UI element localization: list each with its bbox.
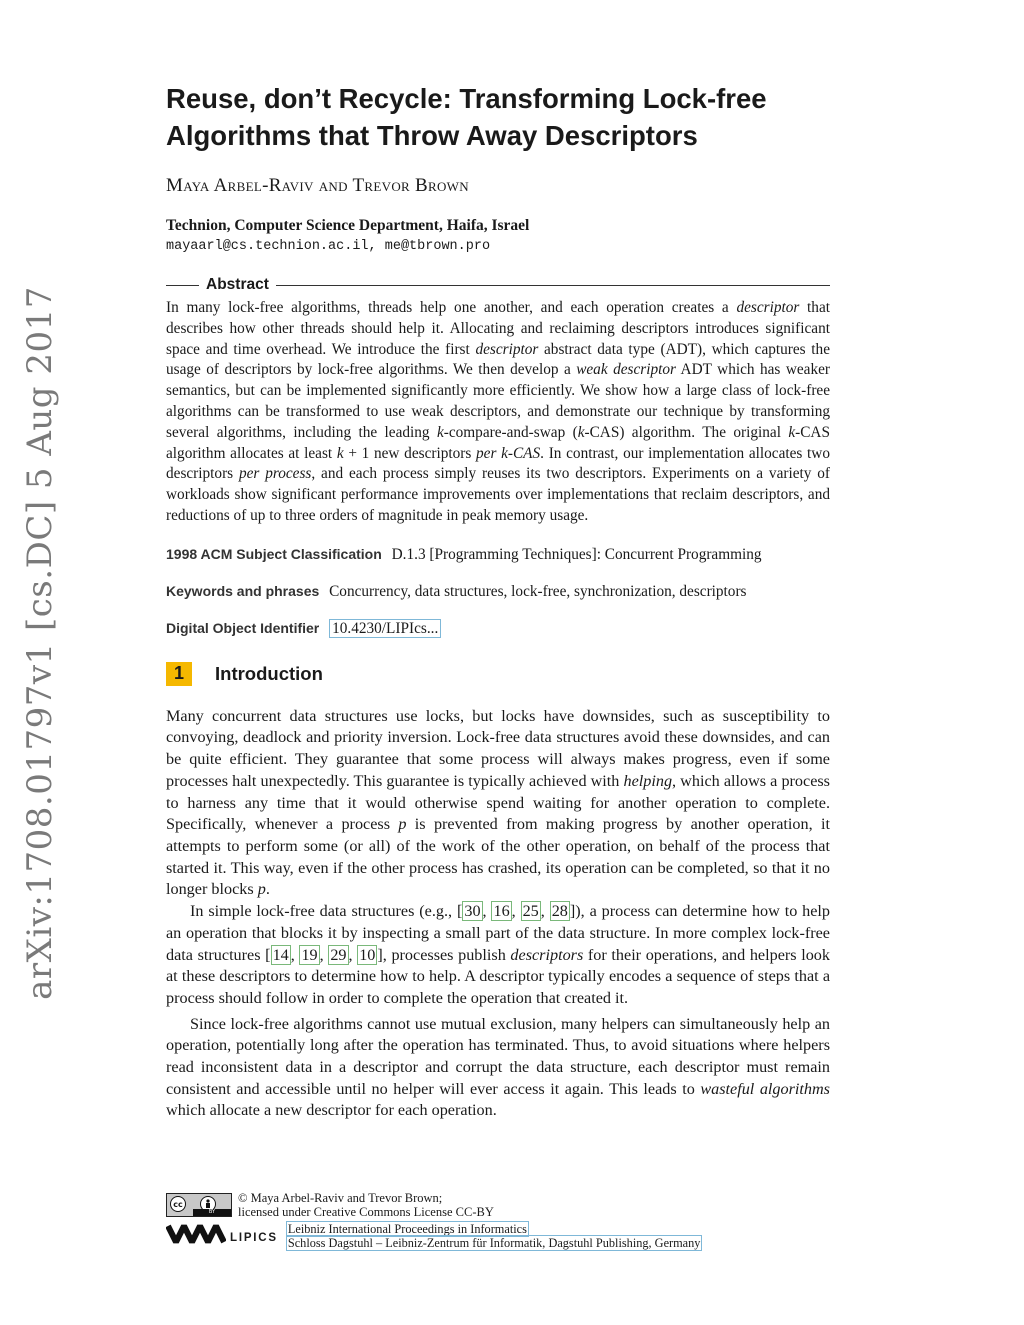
keywords-value: Concurrency, data structures, lock-free, synchronization, descriptors bbox=[329, 582, 747, 600]
lipics-logo bbox=[166, 1223, 278, 1245]
citation-link[interactable]: 10 bbox=[359, 945, 376, 964]
license-text bbox=[238, 1192, 494, 1219]
abstract-emphasis: per process bbox=[238, 465, 312, 483]
paragraph bbox=[166, 1014, 830, 1123]
doi bbox=[166, 620, 830, 638]
paragraph: In simple lock-free data structures (e.g., [ 30 , 16 , 25 , 28 ]), a process can determine how to help an operation that blocks it by inspecting a small part of the data structure. In more complex lock-free data structures [ 14 , 19 , 29 , 10 ], processes publish descriptors for their operations, and helpers look at these descriptors to determine how to help. A descriptor typically encodes a sequence of steps that a process should follow in order to complete the operation that created it. bbox=[166, 902, 831, 1007]
lipics-wave-icon bbox=[166, 1223, 226, 1245]
lipics-wordmark: LIPICS bbox=[230, 1232, 278, 1244]
abstract-emphasis: k bbox=[436, 423, 444, 441]
acm-label: 1998 ACM Subject Classification bbox=[166, 545, 382, 562]
author-emails: mayaarl@cs.technion.ac.il, me@tbrown.pro bbox=[166, 239, 491, 254]
emphasis: p bbox=[398, 815, 407, 834]
title-line-2: Algorithms that Throw Away Descriptors bbox=[166, 120, 698, 151]
text-span: which allocate a new descriptor for each operation. bbox=[166, 1101, 497, 1120]
emphasis: descriptors bbox=[510, 945, 584, 964]
emphasis: p bbox=[257, 880, 266, 899]
title-line-1: Reuse, don’t Recycle: Transforming Lock-free bbox=[166, 83, 767, 114]
abstract-span: -compare-and-swap ( bbox=[443, 423, 578, 441]
abstract-span: . In contrast, our implementation allocates two descriptors bbox=[166, 444, 831, 483]
person-glyph bbox=[204, 1199, 212, 1209]
copyright-line: © Maya Arbel-Raviv and Trevor Brown; bbox=[238, 1191, 443, 1205]
abstract-span: In many lock-free algorithms, threads help one another, and each operation creates a bbox=[166, 299, 737, 316]
text-span: Many concurrent data structures use locks, but locks have downsides, such as susceptibility to convoying, deadlock and priority inversion. Lock-free data structures avoid these downsides, and can be quite efficient. They guarantee that some process will always makes progress, even if some processes halt unexpectedly. This guarantee is typically achieved with bbox=[166, 706, 830, 790]
footer bbox=[166, 1193, 830, 1250]
abstract-span: -CAS) algorithm. The original bbox=[584, 423, 789, 441]
lipics-row bbox=[166, 1223, 830, 1250]
abstract-span: ADT which has weaker semantics, but can be implemented significantly more efficiently. We show how a large class of lock-free algorithms can be transformed to use weak descriptors, and demonstrate our technique by transforming several algorithms, including the leading bbox=[166, 361, 830, 441]
abstract-emphasis: descriptor bbox=[736, 299, 800, 316]
affiliation: Technion, Computer Science Department, Haifa, Israel bbox=[166, 217, 530, 234]
citation-link[interactable]: 30 bbox=[464, 902, 481, 921]
keywords bbox=[166, 583, 830, 601]
abstract-heading-label: Abstract bbox=[206, 276, 269, 293]
citation-link[interactable]: 19 bbox=[301, 945, 318, 964]
abstract-text bbox=[166, 298, 830, 527]
cc-icon: cc bbox=[170, 1196, 186, 1212]
abstract-span: , and each process simply reuses its two descriptors. Experiments on a variety of workloads show significant performance improvements over implementations that reclaim descriptors, and reductions of up to three orders of magnitude in peak memory usage. bbox=[166, 465, 830, 524]
abstract-emphasis: weak descriptor bbox=[576, 361, 676, 379]
license-row bbox=[166, 1193, 830, 1219]
abstract-emphasis: k bbox=[788, 423, 796, 441]
section-number: 1 bbox=[166, 662, 192, 686]
emphasis: helping bbox=[623, 771, 673, 790]
authors: Maya Arbel-Raviv and Trevor Brown bbox=[166, 175, 469, 196]
keywords-label: Keywords and phrases bbox=[166, 582, 320, 599]
abstract-span: -CAS algorithm allocates at least bbox=[166, 423, 830, 462]
citation-link[interactable]: 25 bbox=[522, 902, 539, 921]
abstract-emphasis: k bbox=[577, 423, 585, 441]
text-span: . bbox=[265, 880, 270, 899]
abstract-emphasis: descriptor bbox=[475, 340, 539, 358]
abstract-emphasis: k bbox=[336, 444, 344, 462]
paper-title bbox=[166, 80, 830, 154]
abstract-span: that describes how other threads should help it. Allocating and reclaiming descriptors introduces significant space and time overhead. We introduce the first bbox=[166, 299, 830, 358]
doi-label: Digital Object Identifier bbox=[166, 619, 320, 636]
paper-page bbox=[166, 80, 830, 1122]
section-heading bbox=[166, 662, 830, 686]
acm-value: D.1.3 [Programming Techniques]: Concurrent Programming bbox=[391, 545, 762, 563]
text-span: , processes publish bbox=[382, 945, 511, 964]
acm-classification bbox=[166, 546, 830, 564]
text-span: is prevented from making progress by another operation, it attempts to perform some (or all) of the work of the other operation, on behalf of the process that started it. This way, even if the other process has crashed, its operation can be completed, so that it no longer blocks bbox=[166, 815, 830, 899]
text-span: Since lock-free algorithms cannot use mutual exclusion, many helpers can simultaneously help an operation, potentially long after the operation has terminated. Thus, to avoid situations where helpers read inconsistent data in a descriptor and corrupt the data structure, each descriptor must remain consistent and accessible until no helper will ever access it again. This leads to bbox=[166, 1014, 830, 1098]
arxiv-sidebar bbox=[10, 285, 70, 1000]
citation-link[interactable]: 14 bbox=[272, 945, 289, 964]
paragraph bbox=[166, 706, 830, 901]
cc-by-label: BY bbox=[208, 1209, 216, 1215]
abstract-rule-right bbox=[276, 285, 830, 286]
license-line: licensed under Creative Commons License CC-BY bbox=[238, 1204, 494, 1219]
series-link[interactable]: Leibniz International Proceedings in Informatics bbox=[287, 1222, 527, 1236]
abstract-emphasis: per k-CAS bbox=[476, 444, 541, 462]
abstract-rule-left bbox=[166, 285, 199, 286]
cc-by-strip bbox=[193, 1209, 231, 1216]
section-title: Introduction bbox=[215, 662, 323, 684]
text-span: In simple lock-free data structures (e.g., bbox=[190, 902, 457, 921]
cc-by-badge[interactable] bbox=[166, 1193, 232, 1217]
publisher-info bbox=[286, 1223, 703, 1250]
text-span: , which allows a process to harness any time that it would otherwise spend waiting for another operation to complete. Specifically, whenever a process bbox=[166, 771, 830, 834]
doi-link[interactable]: 10.4230/LIPIcs... bbox=[329, 619, 441, 638]
text-span: ), a process can determine how to help an operation that blocks it by inspecting a small part of the data structure. In more complex lock-free data structures bbox=[166, 902, 831, 964]
abstract-span: + 1 new descriptors bbox=[343, 444, 476, 462]
citation-link[interactable]: 28 bbox=[551, 902, 568, 921]
abstract-heading bbox=[166, 276, 830, 294]
citation-link[interactable]: 16 bbox=[493, 902, 510, 921]
introduction-body bbox=[166, 706, 830, 1122]
text-span: for their operations, and helpers look at these descriptors to determine how to help. A descriptor typically encodes a sequence of steps that a process should follow in order to complete the operation that created it. bbox=[166, 945, 830, 1007]
publisher-link[interactable]: Schloss Dagstuhl – Leibniz-Zentrum für Informatik, Dagstuhl Publishing, Germany bbox=[287, 1235, 701, 1250]
abstract-span: abstract data type (ADT), which captures the usage of descriptors by lock-free algorithms. We then develop a bbox=[166, 340, 830, 379]
arxiv-identifier: arXiv:1708.01797v1 [cs.DC] 5 Aug 2017 bbox=[20, 285, 60, 1000]
citation-link[interactable]: 29 bbox=[330, 945, 347, 964]
emphasis: wasteful algorithms bbox=[700, 1079, 830, 1098]
